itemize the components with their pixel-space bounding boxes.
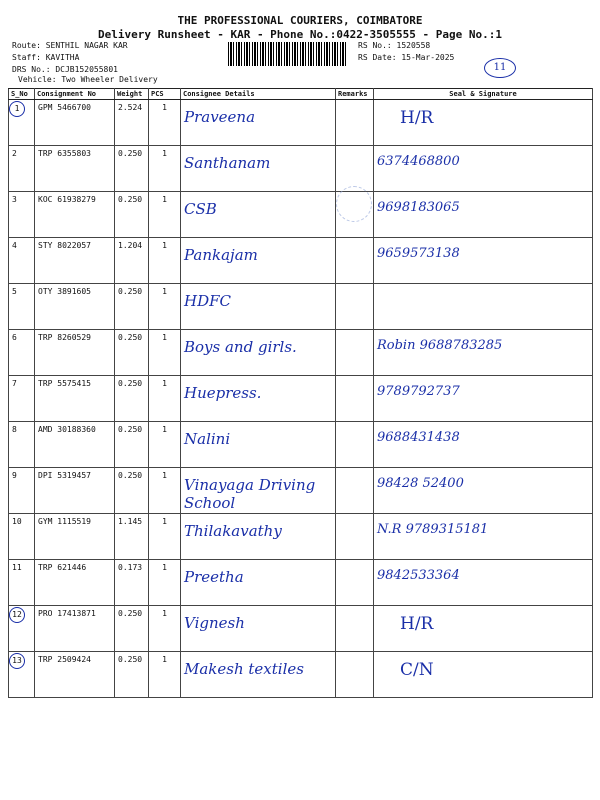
- cell-remarks: [336, 376, 374, 422]
- drs-number: DRS No.: DCJB152055801: [12, 65, 118, 74]
- column-header-consignment: Consignment No: [35, 89, 115, 100]
- staff-label: Staff: KAVITHA: [12, 53, 80, 62]
- sno-text: 6: [12, 333, 17, 342]
- table-row: [9, 146, 593, 192]
- table-row: [9, 284, 593, 330]
- cell-remarks: [336, 330, 374, 376]
- cell-consignee-handwritten: Preetha: [181, 560, 336, 606]
- cell-signature-handwritten: 9688431438: [374, 422, 593, 468]
- barcode-image: [228, 42, 346, 66]
- cell-consignment-no: TRP 621446: [35, 560, 115, 606]
- cell-pcs: 1: [149, 560, 181, 606]
- cell-consignment-no: TRP 6355803: [35, 146, 115, 192]
- cell-sno: [9, 192, 35, 238]
- cell-consignee-handwritten: Vinayaga Driving School: [181, 468, 336, 514]
- cell-weight: 0.250: [115, 146, 149, 192]
- column-header-weight: Weight: [115, 89, 149, 100]
- cell-consignment-no: TRP 5575415: [35, 376, 115, 422]
- column-header-sno: S_No: [9, 89, 35, 100]
- cell-signature-handwritten: H/R: [374, 606, 593, 652]
- cell-pcs: 1: [149, 606, 181, 652]
- cell-pcs: 1: [149, 422, 181, 468]
- table-row: [9, 422, 593, 468]
- cell-weight: 0.250: [115, 284, 149, 330]
- table-row: [9, 330, 593, 376]
- cell-pcs: 1: [149, 100, 181, 146]
- cell-consignee-handwritten: Huepress.: [181, 376, 336, 422]
- column-header-signature: Seal & Signature: [374, 89, 593, 100]
- table-row: [9, 100, 593, 146]
- table-row: [9, 468, 593, 514]
- cell-sno: [9, 422, 35, 468]
- table-row: [9, 560, 593, 606]
- cell-consignee-handwritten: Pankajam: [181, 238, 336, 284]
- document-title: THE PROFESSIONAL COURIERS, COIMBATORE: [177, 14, 423, 27]
- cell-weight: 1.145: [115, 514, 149, 560]
- rs-date: RS Date: 15-Mar-2025: [358, 53, 455, 62]
- table-row: [9, 376, 593, 422]
- cell-remarks: [336, 468, 374, 514]
- cell-signature-handwritten: 9789792737: [374, 376, 593, 422]
- cell-weight: 0.250: [115, 376, 149, 422]
- cell-consignee-handwritten: Vignesh: [181, 606, 336, 652]
- cell-pcs: 1: [149, 514, 181, 560]
- rs-number: RS No.: 1520558: [358, 41, 431, 50]
- cell-consignment-no: KOC 61938279: [35, 192, 115, 238]
- cell-remarks: [336, 100, 374, 146]
- circled-sno: 13: [9, 653, 25, 669]
- cell-consignee-handwritten: Makesh textiles: [181, 652, 336, 698]
- cell-consignee-handwritten: Praveena: [181, 100, 336, 146]
- table-row: [9, 606, 593, 652]
- cell-remarks: [336, 284, 374, 330]
- cell-pcs: 1: [149, 652, 181, 698]
- cell-signature-handwritten: 9659573138: [374, 238, 593, 284]
- cell-signature-handwritten: Robin 9688783285: [374, 330, 593, 376]
- sno-text: 5: [12, 287, 17, 296]
- cell-consignee-handwritten: Boys and girls.: [181, 330, 336, 376]
- cell-remarks: [336, 146, 374, 192]
- sno-text: 8: [12, 425, 17, 434]
- cell-sno: [9, 330, 35, 376]
- cell-signature-handwritten: N.R 9789315181: [374, 514, 593, 560]
- route-label: Route: SENTHIL NAGAR KAR: [12, 41, 128, 50]
- cell-sno: [9, 514, 35, 560]
- cell-consignment-no: AMD 30188360: [35, 422, 115, 468]
- cell-pcs: 1: [149, 238, 181, 284]
- cell-sno: [9, 100, 35, 146]
- sno-text: 7: [12, 379, 17, 388]
- column-header-remarks: Remarks: [336, 89, 374, 100]
- cell-remarks: [336, 422, 374, 468]
- cell-weight: 1.204: [115, 238, 149, 284]
- sno-text: 9: [12, 471, 17, 480]
- cell-consignee-handwritten: CSB: [181, 192, 336, 238]
- cell-consignee-handwritten: Nalini: [181, 422, 336, 468]
- table-row: [9, 238, 593, 284]
- column-header-consignee: Consignee Details: [181, 89, 336, 100]
- cell-pcs: 1: [149, 284, 181, 330]
- column-header-pcs: PCS: [149, 89, 181, 100]
- cell-pcs: 1: [149, 330, 181, 376]
- sno-text: 10: [12, 517, 22, 526]
- cell-sno: [9, 606, 35, 652]
- cell-consignment-no: DPI 5319457: [35, 468, 115, 514]
- cell-weight: 0.250: [115, 192, 149, 238]
- vehicle-label: Vehicle: Two Wheeler Delivery: [18, 75, 158, 84]
- cell-weight: 0.250: [115, 606, 149, 652]
- table-row: [9, 192, 593, 238]
- cell-pcs: 1: [149, 146, 181, 192]
- cell-weight: 0.250: [115, 422, 149, 468]
- table-row: [9, 652, 593, 698]
- cell-weight: 0.250: [115, 468, 149, 514]
- cell-signature-handwritten: [374, 284, 593, 330]
- cell-sno: [9, 560, 35, 606]
- cell-remarks: [336, 514, 374, 560]
- cell-consignment-no: STY 8022057: [35, 238, 115, 284]
- table-row: [9, 514, 593, 560]
- sno-text: 4: [12, 241, 17, 250]
- circled-sno: 12: [9, 607, 25, 623]
- cell-remarks: [336, 652, 374, 698]
- cell-sno: [9, 652, 35, 698]
- cell-sno: [9, 468, 35, 514]
- circled-sno: 1: [9, 101, 25, 117]
- cell-sno: [9, 238, 35, 284]
- cell-consignment-no: TRP 2509424: [35, 652, 115, 698]
- cell-pcs: 1: [149, 376, 181, 422]
- cell-signature-handwritten: 9698183065: [374, 192, 593, 238]
- cell-consignment-no: TRP 8260529: [35, 330, 115, 376]
- cell-signature-handwritten: C/N: [374, 652, 593, 698]
- runsheet-table: [8, 88, 593, 698]
- runsheet-subtitle: Delivery Runsheet - KAR - Phone No.:0422-3505555 - Page No.:1: [98, 28, 502, 41]
- cell-pcs: 1: [149, 192, 181, 238]
- sno-text: 2: [12, 149, 17, 158]
- cell-consignment-no: OTY 3891605: [35, 284, 115, 330]
- cell-remarks: [336, 606, 374, 652]
- cell-weight: 0.250: [115, 330, 149, 376]
- cell-weight: 2.524: [115, 100, 149, 146]
- cell-consignee-handwritten: Thilakavathy: [181, 514, 336, 560]
- cell-consignee-handwritten: HDFC: [181, 284, 336, 330]
- page-mark-annotation: 11: [484, 58, 516, 78]
- cell-signature-handwritten: 9842533364: [374, 560, 593, 606]
- cell-consignment-no: GYM 1115519: [35, 514, 115, 560]
- table-header-row: [9, 89, 593, 100]
- cell-sno: [9, 376, 35, 422]
- cell-consignment-no: GPM 5466700: [35, 100, 115, 146]
- cell-signature-handwritten: 6374468800: [374, 146, 593, 192]
- cell-weight: 0.250: [115, 652, 149, 698]
- sno-text: 3: [12, 195, 17, 204]
- cell-signature-handwritten: H/R: [374, 100, 593, 146]
- faded-stamp: [336, 186, 372, 222]
- cell-pcs: 1: [149, 468, 181, 514]
- sno-text: 11: [12, 563, 22, 572]
- cell-sno: [9, 146, 35, 192]
- cell-weight: 0.173: [115, 560, 149, 606]
- cell-consignee-handwritten: Santhanam: [181, 146, 336, 192]
- cell-remarks: [336, 560, 374, 606]
- cell-consignment-no: PRO 17413871: [35, 606, 115, 652]
- cell-remarks: [336, 238, 374, 284]
- cell-signature-handwritten: 98428 52400: [374, 468, 593, 514]
- cell-sno: [9, 284, 35, 330]
